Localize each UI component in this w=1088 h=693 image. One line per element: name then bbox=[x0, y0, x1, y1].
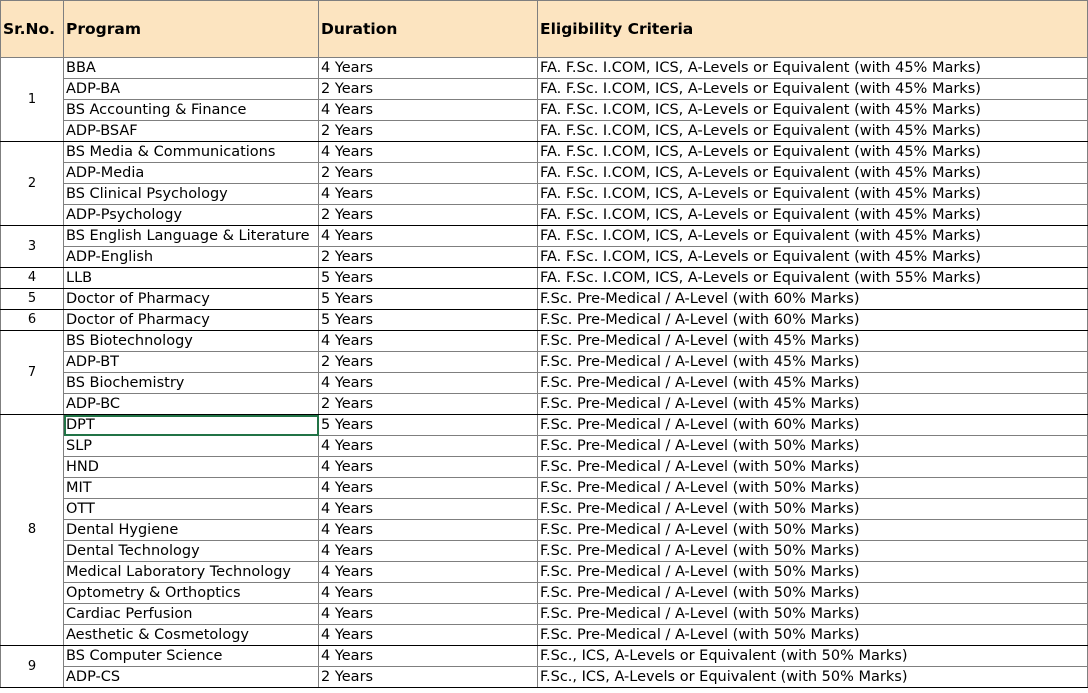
duration-cell[interactable]: 2 Years bbox=[319, 79, 538, 100]
eligibility-cell[interactable]: F.Sc. Pre-Medical / A-Level (with 50% Marks) bbox=[538, 583, 1088, 604]
eligibility-cell[interactable]: FA. F.Sc. I.COM, ICS, A-Levels or Equivalent (with 45% Marks) bbox=[538, 79, 1088, 100]
eligibility-cell[interactable]: FA. F.Sc. I.COM, ICS, A-Levels or Equivalent (with 45% Marks) bbox=[538, 121, 1088, 142]
duration-cell[interactable]: 4 Years bbox=[319, 58, 538, 79]
program-cell[interactable]: ADP-English bbox=[64, 247, 319, 268]
table-row bbox=[1, 436, 1088, 457]
program-cell[interactable]: BBA bbox=[64, 58, 319, 79]
eligibility-cell[interactable]: FA. F.Sc. I.COM, ICS, A-Levels or Equivalent (with 45% Marks) bbox=[538, 226, 1088, 247]
table-row bbox=[1, 457, 1088, 478]
table-row bbox=[1, 121, 1088, 142]
duration-cell[interactable]: 4 Years bbox=[319, 436, 538, 457]
eligibility-cell[interactable]: F.Sc., ICS, A-Levels or Equivalent (with 50% Marks) bbox=[538, 667, 1088, 688]
program-cell[interactable]: LLB bbox=[64, 268, 319, 289]
duration-cell[interactable]: 4 Years bbox=[319, 646, 538, 667]
program-cell[interactable]: ADP-Psychology bbox=[64, 205, 319, 226]
eligibility-cell[interactable]: FA. F.Sc. I.COM, ICS, A-Levels or Equivalent (with 45% Marks) bbox=[538, 205, 1088, 226]
eligibility-cell[interactable]: FA. F.Sc. I.COM, ICS, A-Levels or Equivalent (with 45% Marks) bbox=[538, 163, 1088, 184]
program-cell[interactable]: BS Media & Communications bbox=[64, 142, 319, 163]
table-row bbox=[1, 478, 1088, 499]
table-row bbox=[1, 289, 1088, 310]
eligibility-cell[interactable]: F.Sc. Pre-Medical / A-Level (with 50% Marks) bbox=[538, 478, 1088, 499]
eligibility-cell[interactable]: F.Sc., ICS, A-Levels or Equivalent (with 50% Marks) bbox=[538, 646, 1088, 667]
duration-cell[interactable]: 4 Years bbox=[319, 583, 538, 604]
header-duration[interactable]: Duration bbox=[319, 1, 538, 58]
duration-cell[interactable]: 4 Years bbox=[319, 520, 538, 541]
eligibility-cell[interactable]: F.Sc. Pre-Medical / A-Level (with 50% Marks) bbox=[538, 457, 1088, 478]
program-cell[interactable]: ADP-BA bbox=[64, 79, 319, 100]
eligibility-cell[interactable]: F.Sc. Pre-Medical / A-Level (with 50% Marks) bbox=[538, 625, 1088, 646]
eligibility-cell[interactable]: FA. F.Sc. I.COM, ICS, A-Levels or Equivalent (with 45% Marks) bbox=[538, 142, 1088, 163]
table-row bbox=[1, 646, 1088, 667]
table-row bbox=[1, 226, 1088, 247]
program-cell[interactable]: Dental Technology bbox=[64, 541, 319, 562]
duration-cell[interactable]: 4 Years bbox=[319, 226, 538, 247]
table-row bbox=[1, 268, 1088, 289]
table-row bbox=[1, 520, 1088, 541]
eligibility-cell[interactable]: F.Sc. Pre-Medical / A-Level (with 45% Marks) bbox=[538, 331, 1088, 352]
duration-cell[interactable]: 4 Years bbox=[319, 184, 538, 205]
table-row bbox=[1, 625, 1088, 646]
table-body bbox=[1, 58, 1088, 688]
duration-cell[interactable]: 4 Years bbox=[319, 499, 538, 520]
duration-cell[interactable]: 2 Years bbox=[319, 121, 538, 142]
eligibility-cell[interactable]: F.Sc. Pre-Medical / A-Level (with 50% Marks) bbox=[538, 499, 1088, 520]
eligibility-cell[interactable]: FA. F.Sc. I.COM, ICS, A-Levels or Equivalent (with 45% Marks) bbox=[538, 58, 1088, 79]
sr-no-cell[interactable]: 9 bbox=[1, 646, 64, 688]
table-row bbox=[1, 373, 1088, 394]
program-cell[interactable]: BS Clinical Psychology bbox=[64, 184, 319, 205]
eligibility-cell[interactable]: FA. F.Sc. I.COM, ICS, A-Levels or Equivalent (with 45% Marks) bbox=[538, 100, 1088, 121]
table-row bbox=[1, 58, 1088, 79]
table-row bbox=[1, 562, 1088, 583]
duration-cell[interactable]: 5 Years bbox=[319, 289, 538, 310]
eligibility-cell[interactable]: F.Sc. Pre-Medical / A-Level (with 45% Marks) bbox=[538, 352, 1088, 373]
program-cell[interactable]: BS English Language & Literature bbox=[64, 226, 319, 247]
sr-no-cell[interactable]: 8 bbox=[1, 415, 64, 646]
sr-no-cell[interactable]: 7 bbox=[1, 331, 64, 415]
table-row bbox=[1, 205, 1088, 226]
eligibility-cell[interactable]: F.Sc. Pre-Medical / A-Level (with 60% Marks) bbox=[538, 415, 1088, 436]
eligibility-cell[interactable]: F.Sc. Pre-Medical / A-Level (with 50% Marks) bbox=[538, 541, 1088, 562]
program-cell[interactable]: DPT bbox=[64, 415, 319, 436]
program-cell[interactable]: Aesthetic & Cosmetology bbox=[64, 625, 319, 646]
program-cell[interactable]: Doctor of Pharmacy bbox=[64, 310, 319, 331]
duration-cell[interactable]: 2 Years bbox=[319, 667, 538, 688]
table-row bbox=[1, 415, 1088, 436]
header-eligibility[interactable]: Eligibility Criteria bbox=[538, 1, 1088, 58]
program-cell[interactable]: Dental Hygiene bbox=[64, 520, 319, 541]
duration-cell[interactable]: 5 Years bbox=[319, 268, 538, 289]
duration-cell[interactable]: 4 Years bbox=[319, 373, 538, 394]
duration-cell[interactable]: 4 Years bbox=[319, 142, 538, 163]
program-cell[interactable]: SLP bbox=[64, 436, 319, 457]
program-cell[interactable]: ADP-BT bbox=[64, 352, 319, 373]
duration-cell[interactable]: 2 Years bbox=[319, 352, 538, 373]
duration-cell[interactable]: 4 Years bbox=[319, 457, 538, 478]
table-row bbox=[1, 163, 1088, 184]
eligibility-cell[interactable]: F.Sc. Pre-Medical / A-Level (with 60% Marks) bbox=[538, 289, 1088, 310]
sr-no-cell[interactable]: 2 bbox=[1, 142, 64, 226]
table-row bbox=[1, 583, 1088, 604]
program-cell[interactable]: Cardiac Perfusion bbox=[64, 604, 319, 625]
table-row bbox=[1, 667, 1088, 688]
program-cell[interactable]: HND bbox=[64, 457, 319, 478]
program-cell[interactable]: BS Computer Science bbox=[64, 646, 319, 667]
duration-cell[interactable]: 5 Years bbox=[319, 310, 538, 331]
header-sr-no[interactable]: Sr.No. bbox=[1, 1, 64, 58]
table-row bbox=[1, 184, 1088, 205]
table-row bbox=[1, 247, 1088, 268]
sr-no-cell[interactable]: 1 bbox=[1, 58, 64, 142]
sr-no-cell[interactable]: 6 bbox=[1, 310, 64, 331]
duration-cell[interactable]: 4 Years bbox=[319, 478, 538, 499]
table-row bbox=[1, 604, 1088, 625]
eligibility-cell[interactable]: FA. F.Sc. I.COM, ICS, A-Levels or Equivalent (with 45% Marks) bbox=[538, 184, 1088, 205]
duration-cell[interactable]: 2 Years bbox=[319, 247, 538, 268]
sr-no-cell[interactable]: 3 bbox=[1, 226, 64, 268]
header-row bbox=[1, 1, 1088, 58]
header-program[interactable]: Program bbox=[64, 1, 319, 58]
program-cell[interactable]: BS Accounting & Finance bbox=[64, 100, 319, 121]
table-row bbox=[1, 142, 1088, 163]
eligibility-cell[interactable]: FA. F.Sc. I.COM, ICS, A-Levels or Equivalent (with 45% Marks) bbox=[538, 247, 1088, 268]
eligibility-cell[interactable]: F.Sc. Pre-Medical / A-Level (with 50% Marks) bbox=[538, 562, 1088, 583]
sr-no-cell[interactable]: 5 bbox=[1, 289, 64, 310]
eligibility-cell[interactable]: FA. F.Sc. I.COM, ICS, A-Levels or Equivalent (with 55% Marks) bbox=[538, 268, 1088, 289]
duration-cell[interactable]: 4 Years bbox=[319, 604, 538, 625]
table-row bbox=[1, 499, 1088, 520]
program-cell[interactable]: BS Biotechnology bbox=[64, 331, 319, 352]
program-cell[interactable]: Medical Laboratory Technology bbox=[64, 562, 319, 583]
duration-cell[interactable]: 4 Years bbox=[319, 625, 538, 646]
eligibility-cell[interactable]: F.Sc. Pre-Medical / A-Level (with 50% Marks) bbox=[538, 436, 1088, 457]
eligibility-cell[interactable]: F.Sc. Pre-Medical / A-Level (with 60% Marks) bbox=[538, 310, 1088, 331]
duration-cell[interactable]: 4 Years bbox=[319, 562, 538, 583]
eligibility-cell[interactable]: F.Sc. Pre-Medical / A-Level (with 45% Marks) bbox=[538, 394, 1088, 415]
eligibility-cell[interactable]: F.Sc. Pre-Medical / A-Level (with 45% Marks) bbox=[538, 373, 1088, 394]
program-cell[interactable]: ADP-Media bbox=[64, 163, 319, 184]
table-row bbox=[1, 331, 1088, 352]
program-cell[interactable]: Optometry & Orthoptics bbox=[64, 583, 319, 604]
program-cell[interactable]: Doctor of Pharmacy bbox=[64, 289, 319, 310]
program-cell[interactable]: MIT bbox=[64, 478, 319, 499]
duration-cell[interactable]: 2 Years bbox=[319, 163, 538, 184]
duration-cell[interactable]: 5 Years bbox=[319, 415, 538, 436]
eligibility-cell[interactable]: F.Sc. Pre-Medical / A-Level (with 50% Marks) bbox=[538, 520, 1088, 541]
table-row bbox=[1, 541, 1088, 562]
duration-cell[interactable]: 4 Years bbox=[319, 100, 538, 121]
duration-cell[interactable]: 4 Years bbox=[319, 541, 538, 562]
program-cell[interactable]: BS Biochemistry bbox=[64, 373, 319, 394]
program-cell[interactable]: ADP-BSAF bbox=[64, 121, 319, 142]
duration-cell[interactable]: 2 Years bbox=[319, 205, 538, 226]
duration-cell[interactable]: 2 Years bbox=[319, 394, 538, 415]
program-cell[interactable]: ADP-CS bbox=[64, 667, 319, 688]
program-cell[interactable]: OTT bbox=[64, 499, 319, 520]
table-row bbox=[1, 310, 1088, 331]
table-row bbox=[1, 394, 1088, 415]
sr-no-cell[interactable]: 4 bbox=[1, 268, 64, 289]
eligibility-cell[interactable]: F.Sc. Pre-Medical / A-Level (with 50% Marks) bbox=[538, 604, 1088, 625]
table-row bbox=[1, 352, 1088, 373]
table-row bbox=[1, 79, 1088, 100]
program-cell[interactable]: ADP-BC bbox=[64, 394, 319, 415]
table-row bbox=[1, 100, 1088, 121]
duration-cell[interactable]: 4 Years bbox=[319, 331, 538, 352]
